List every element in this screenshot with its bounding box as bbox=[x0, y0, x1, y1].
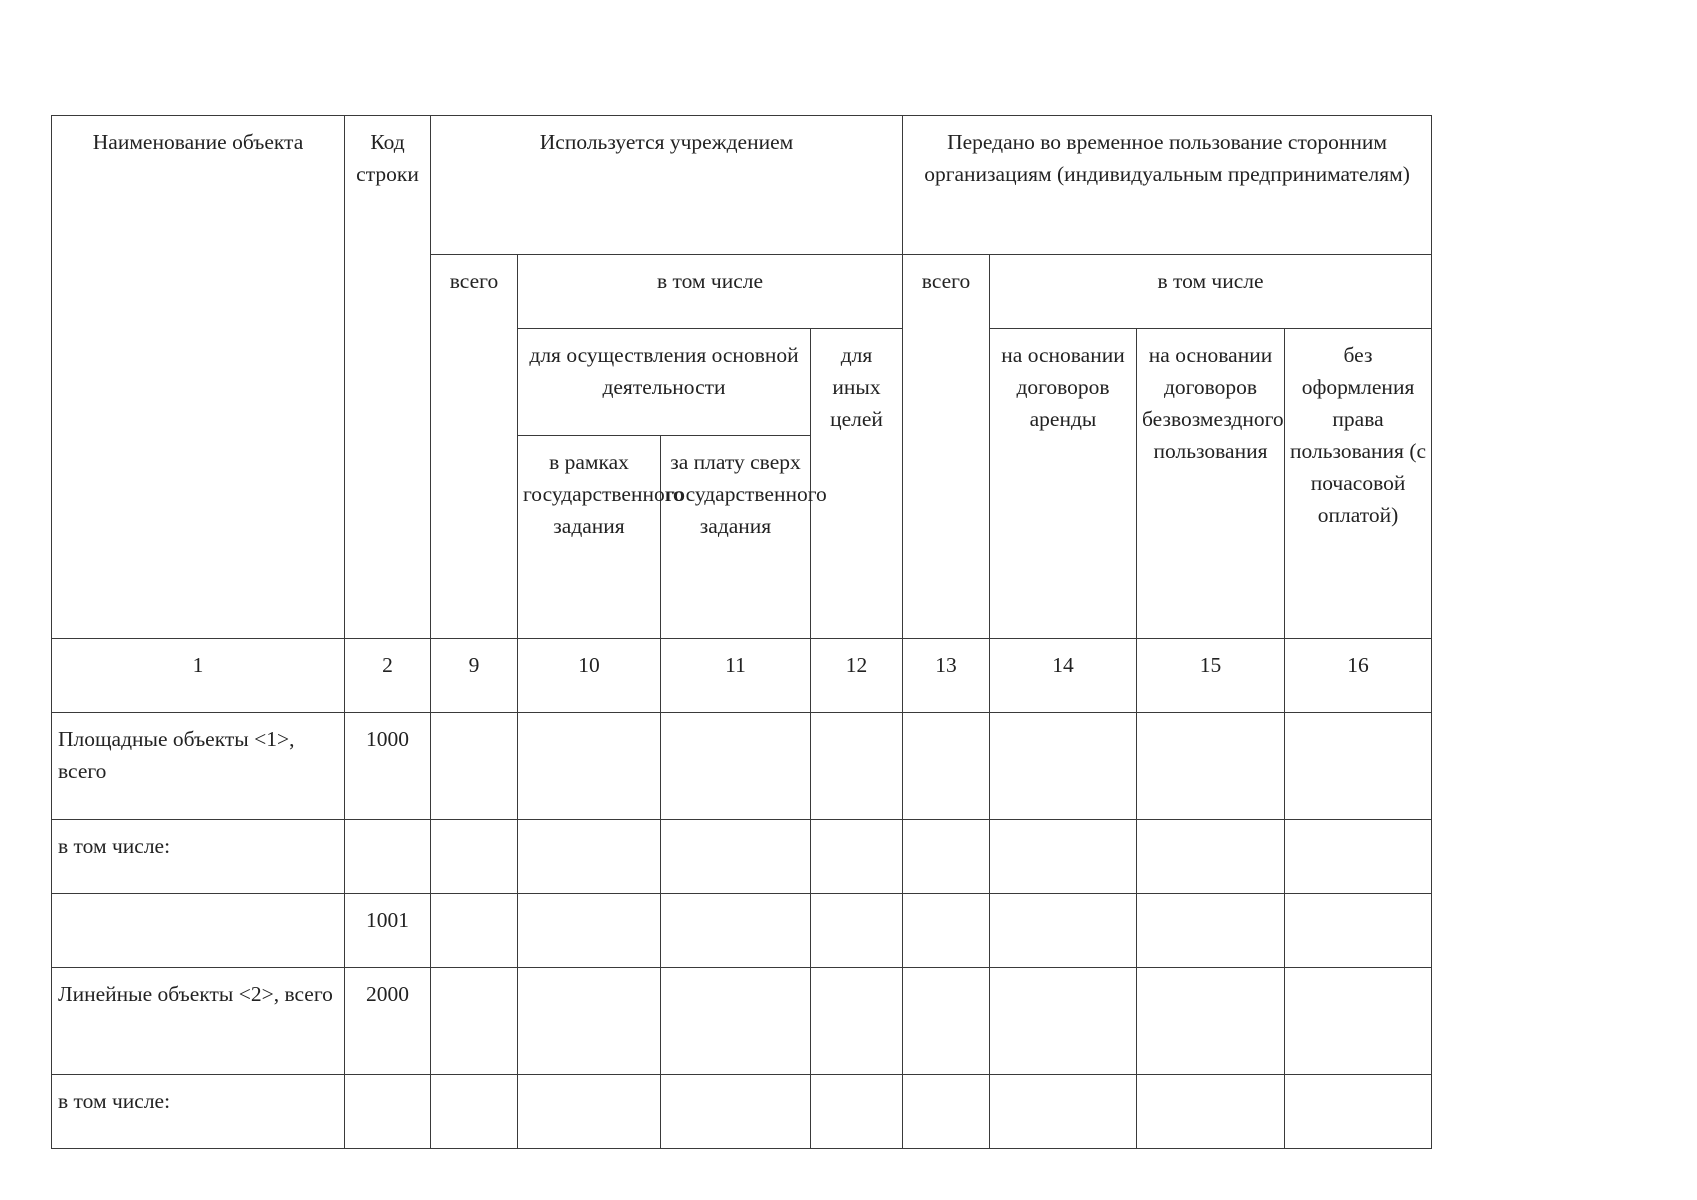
header-main-activity: для осуществления основной деятельности bbox=[518, 329, 811, 436]
data-cell[interactable] bbox=[990, 968, 1137, 1075]
column-number: 15 bbox=[1137, 639, 1285, 713]
data-cell[interactable] bbox=[903, 820, 990, 894]
table-row bbox=[52, 713, 1432, 820]
data-cell[interactable] bbox=[1137, 1075, 1285, 1149]
column-number: 9 bbox=[431, 639, 518, 713]
header-object-name: Наименование объекта bbox=[52, 116, 345, 639]
data-cell[interactable] bbox=[1137, 713, 1285, 820]
data-cell[interactable] bbox=[1285, 894, 1432, 968]
header-no-rights: без оформления права пользования (с почасовой оплатой) bbox=[1285, 329, 1432, 639]
data-cell[interactable] bbox=[518, 968, 661, 1075]
row-code: 1000 bbox=[345, 713, 431, 820]
column-number: 13 bbox=[903, 639, 990, 713]
data-cell[interactable] bbox=[990, 1075, 1137, 1149]
column-number: 12 bbox=[811, 639, 903, 713]
data-cell[interactable] bbox=[811, 820, 903, 894]
data-cell[interactable] bbox=[1137, 968, 1285, 1075]
data-cell[interactable] bbox=[903, 894, 990, 968]
table-row bbox=[52, 1075, 1432, 1149]
table-row bbox=[52, 894, 1432, 968]
column-number: 10 bbox=[518, 639, 661, 713]
row-name: в том числе: bbox=[52, 820, 345, 894]
row-name: в том числе: bbox=[52, 1075, 345, 1149]
data-cell[interactable] bbox=[990, 820, 1137, 894]
data-cell[interactable] bbox=[811, 968, 903, 1075]
column-number-row bbox=[52, 639, 1432, 713]
data-cell[interactable] bbox=[1137, 820, 1285, 894]
data-cell[interactable] bbox=[431, 820, 518, 894]
table-row bbox=[52, 820, 1432, 894]
data-cell[interactable] bbox=[990, 713, 1137, 820]
data-cell[interactable] bbox=[811, 713, 903, 820]
data-cell[interactable] bbox=[903, 713, 990, 820]
header-row-1 bbox=[52, 116, 1432, 255]
header-row-code: Код строки bbox=[345, 116, 431, 639]
data-cell[interactable] bbox=[1285, 1075, 1432, 1149]
data-cell[interactable] bbox=[661, 968, 811, 1075]
row-code bbox=[345, 820, 431, 894]
data-cell[interactable] bbox=[903, 968, 990, 1075]
header-other-purposes: для иных целей bbox=[811, 329, 903, 639]
data-cell[interactable] bbox=[431, 968, 518, 1075]
data-cell[interactable] bbox=[990, 894, 1137, 968]
data-cell[interactable] bbox=[661, 820, 811, 894]
column-number: 14 bbox=[990, 639, 1137, 713]
row-name bbox=[52, 894, 345, 968]
data-cell[interactable] bbox=[811, 1075, 903, 1149]
data-cell[interactable] bbox=[903, 1075, 990, 1149]
data-cell[interactable] bbox=[518, 820, 661, 894]
row-name: Площадные объекты <1>, всего bbox=[52, 713, 345, 820]
header-free-use: на основании договоров безвозмездного пользования bbox=[1137, 329, 1285, 639]
row-code: 1001 bbox=[345, 894, 431, 968]
row-name: Линейные объекты <2>, всего bbox=[52, 968, 345, 1075]
table-row bbox=[52, 968, 1432, 1075]
data-cell[interactable] bbox=[1285, 968, 1432, 1075]
data-cell[interactable] bbox=[661, 894, 811, 968]
data-cell[interactable] bbox=[518, 1075, 661, 1149]
data-cell[interactable] bbox=[518, 713, 661, 820]
data-cell[interactable] bbox=[431, 1075, 518, 1149]
header-transferred: Передано во временное пользование сторонним организациям (индивидуальным предпринимателям) bbox=[903, 116, 1432, 255]
data-cell[interactable] bbox=[811, 894, 903, 968]
property-usage-table bbox=[51, 115, 1432, 1149]
header-used-by-institution: Используется учреждением bbox=[431, 116, 903, 255]
data-cell[interactable] bbox=[1285, 820, 1432, 894]
header-state-task: в рамках государственного задания bbox=[518, 436, 661, 639]
header-paid-over-task: за плату сверх государственного задания bbox=[661, 436, 811, 639]
row-code bbox=[345, 1075, 431, 1149]
column-number: 11 bbox=[661, 639, 811, 713]
row-code: 2000 bbox=[345, 968, 431, 1075]
data-cell[interactable] bbox=[431, 894, 518, 968]
header-lease: на основании договоров аренды bbox=[990, 329, 1137, 639]
data-cell[interactable] bbox=[1285, 713, 1432, 820]
column-number: 2 bbox=[345, 639, 431, 713]
data-cell[interactable] bbox=[518, 894, 661, 968]
header-including-used: в том числе bbox=[518, 255, 903, 329]
header-total-transferred: всего bbox=[903, 255, 990, 639]
header-including-transferred: в том числе bbox=[990, 255, 1432, 329]
data-cell[interactable] bbox=[1137, 894, 1285, 968]
data-cell[interactable] bbox=[661, 1075, 811, 1149]
column-number: 1 bbox=[52, 639, 345, 713]
data-cell[interactable] bbox=[431, 713, 518, 820]
column-number: 16 bbox=[1285, 639, 1432, 713]
header-total-used: всего bbox=[431, 255, 518, 639]
data-cell[interactable] bbox=[661, 713, 811, 820]
